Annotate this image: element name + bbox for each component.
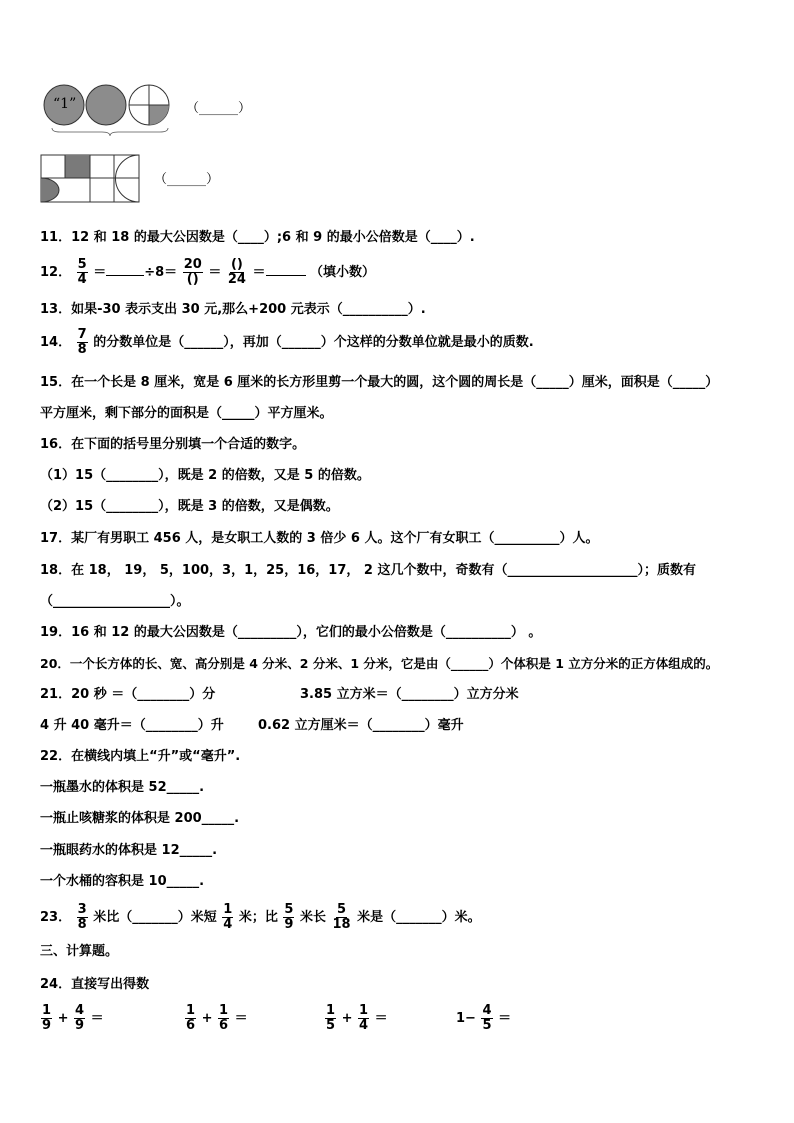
question-21b: 3.85 立方米＝（________）立方分米 bbox=[300, 687, 519, 702]
question-17: 17．某厂有男职工 456 人，是女职工人数的 3 倍少 6 人。这个厂有女职工（__________）人。 bbox=[40, 531, 599, 546]
question-18-line2: （__________________）。 bbox=[40, 594, 190, 609]
question-22-2: 一瓶止咳糖浆的体积是 200_____. bbox=[40, 811, 240, 826]
question-20: 20．一个长方体的长、宽、高分别是 4 分米、2 分米、1 分米，它是由（______）个体积是 1 立方分米的正方体组成的。 bbox=[40, 656, 719, 671]
question-23: 23． $\frac{3}{8}$ 米比（_______）米短 $\frac{1}{4}$ 米；比 $\frac{5}{9}$ 米长 $\frac{5}{18}$ 米是（_______）米。 bbox=[40, 902, 481, 932]
question-15-line1: 15．在一个长是 8 厘米，宽是 6 厘米的长方形里剪一个最大的圆，这个圆的周长是（_____）厘米，面积是（_____） bbox=[40, 375, 719, 390]
brace bbox=[52, 128, 168, 136]
shaded-top-right bbox=[65, 155, 90, 178]
question-22-3: 一瓶眼药水的体积是 12_____. bbox=[40, 843, 218, 858]
question-16-2: （2）15（________），既是 3 的倍数，又是偶数。 bbox=[40, 499, 339, 514]
fig2-answer: （______） bbox=[154, 172, 220, 187]
question-24: 24．直接写出得数 bbox=[40, 977, 150, 992]
fig1-answer: （______） bbox=[186, 101, 252, 116]
question-21d: 0.62 立方厘米＝（________）毫升 bbox=[258, 718, 464, 733]
full-circle-2 bbox=[86, 85, 126, 125]
calc-item-4: 1− $\frac{4}{5}$ ＝ bbox=[456, 1003, 512, 1033]
question-12: 12． $\frac{5}{4}$ ＝ ÷8＝ $\frac{20}{()}$ ＝ $\frac{()}{24}$ ＝ （填小数） bbox=[40, 257, 376, 287]
fraction-rectangle-figure bbox=[40, 154, 142, 204]
question-11: 11．12 和 18 的最大公因数是（____）;6 和 9 的最小公倍数是（____）. bbox=[40, 230, 475, 245]
shaded-quarter bbox=[149, 105, 169, 125]
calc-item-3: $\frac{1}{5}$ + $\frac{1}{4}$ ＝ bbox=[326, 1003, 388, 1033]
question-21c: 4 升 40 毫升＝（________）升 bbox=[40, 718, 224, 733]
question-21a: 21．20 秒 ＝（________）分 bbox=[40, 687, 216, 702]
section-3-heading: 三、计算题。 bbox=[40, 944, 119, 959]
question-15-line2: 平方厘米，剩下部分的面积是（_____）平方厘米。 bbox=[40, 406, 333, 421]
question-22-1: 一瓶墨水的体积是 52_____. bbox=[40, 780, 205, 795]
question-16-1: （1）15（________），既是 2 的倍数，又是 5 的倍数。 bbox=[40, 468, 370, 483]
calc-item-2: $\frac{1}{6}$ + $\frac{1}{6}$ ＝ bbox=[186, 1003, 248, 1033]
question-19: 19．16 和 12 的最大公因数是（_________），它们的最小公倍数是（__________） 。 bbox=[40, 625, 542, 640]
question-22-4: 一个水桶的容积是 10_____. bbox=[40, 874, 205, 889]
calc-item-1: $\frac{1}{9}$ + $\frac{4}{9}$ ＝ bbox=[42, 1003, 104, 1033]
question-13: 13．如果-30 表示支出 30 元,那么+200 元表示（__________）. bbox=[40, 302, 426, 317]
question-16: 16．在下面的括号里分别填一个合适的数字。 bbox=[40, 437, 306, 452]
question-18-line1: 18．在 18， 19， 5，100，3，1，25，16，17， 2 这几个数中，奇数有（____________________）；质数有 bbox=[40, 563, 696, 578]
question-22: 22．在横线内填上“升”或“毫升”. bbox=[40, 749, 241, 764]
question-14: 14． $\frac{7}{8}$ 的分数单位是（______），再加（______）个这样的分数单位就是最小的质数. bbox=[40, 327, 534, 357]
circle-label: “1” bbox=[53, 96, 77, 112]
